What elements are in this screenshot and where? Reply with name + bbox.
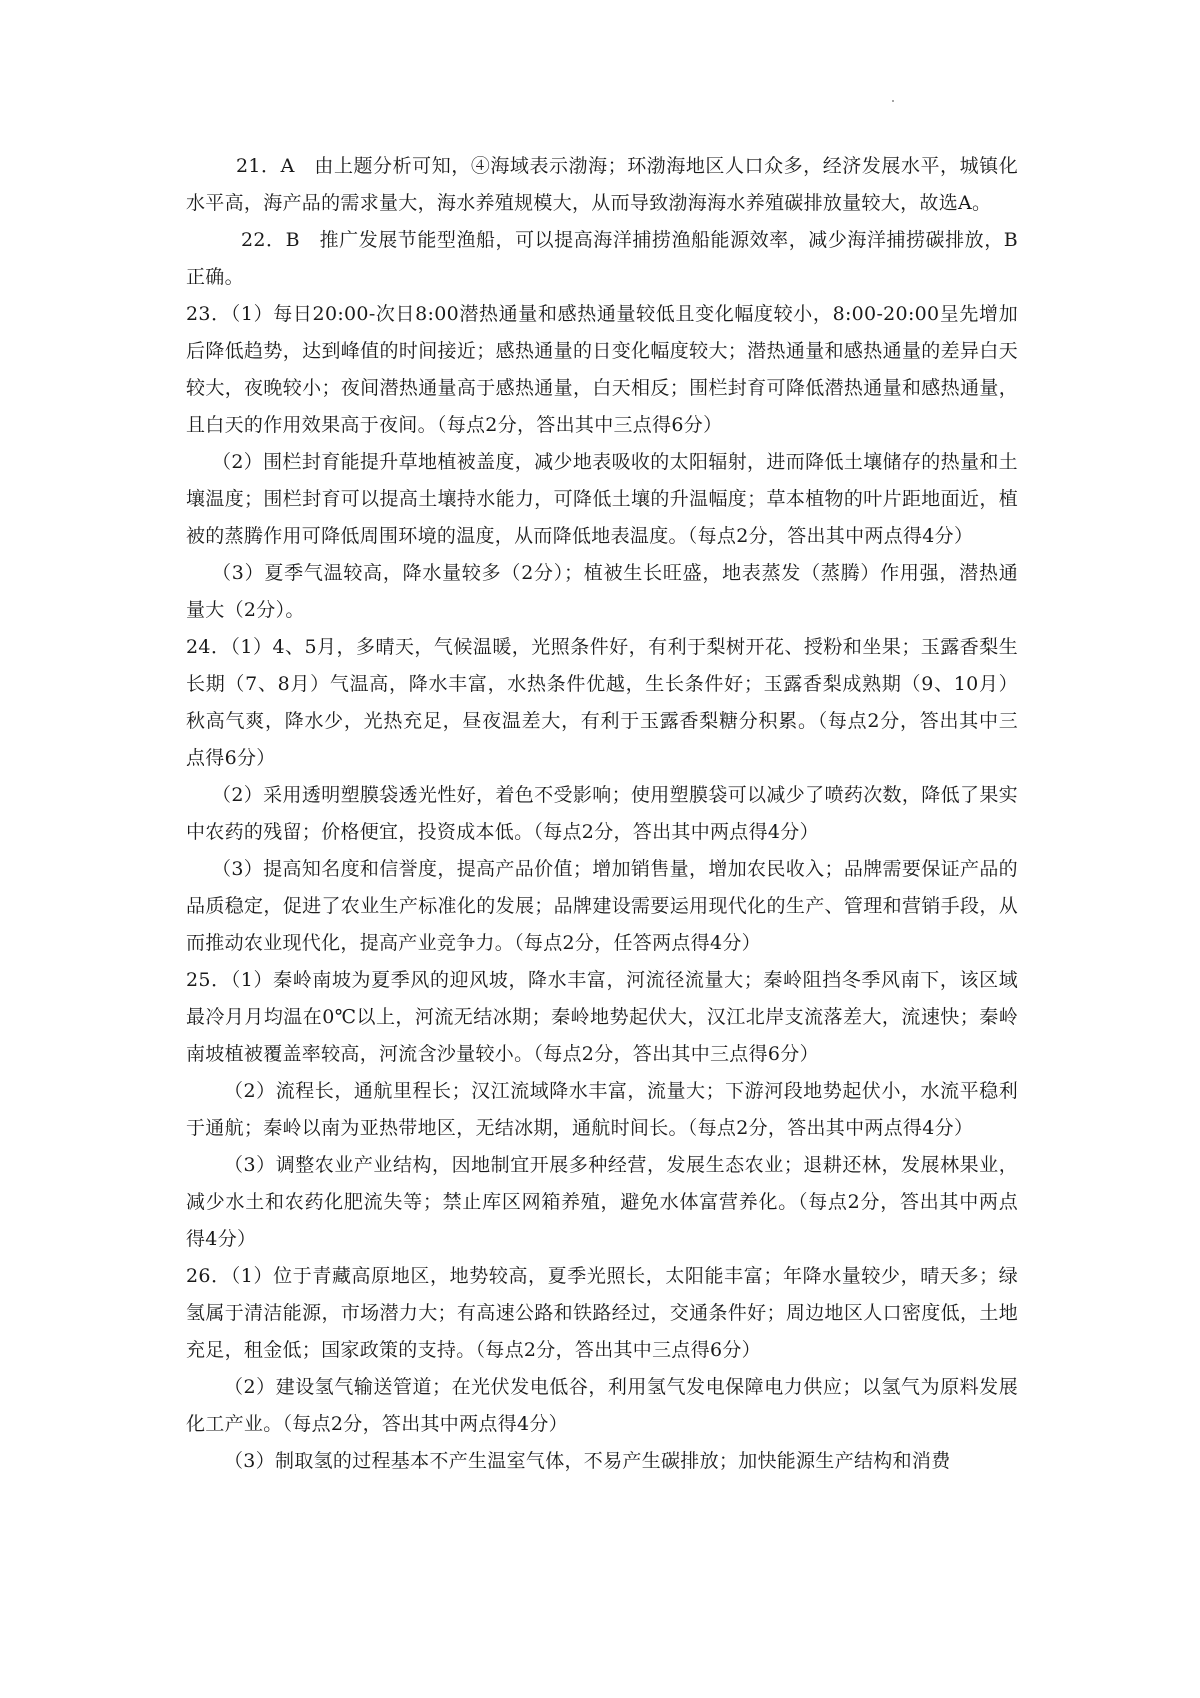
answer-26-1: 26．（1）位于青藏高原地区，地势较高，夏季光照长，太阳能丰富；年降水量较少，晴天多；绿氢属于清洁能源，市场潜力大；有高速公路和铁路经过，交通条件好；周边地区人口密度低，土地充足，租金低；国家政策的支持。（每点2分，答出其中三点得6分） (186, 1265, 1018, 1361)
answer-23-3: （3）夏季气温较高，降水量较多（2分）；植被生长旺盛，地表蒸发（蒸腾）作用强，潜热通量大（2分）。 (186, 562, 1018, 621)
answer-24-3: （3）提高知名度和信誉度，提高产品价值；增加销售量，增加农民收入；品牌需要保证产品的品质稳定，促进了农业生产标准化的发展；品牌建设需要运用现代化的生产、管理和营销手段，从而推动农业现代化，提高产业竞争力。（每点2分，任答两点得4分） (186, 858, 1018, 954)
answer-26-2: （2）建设氢气输送管道；在光伏发电低谷，利用氢气发电保障电力供应；以氢气为原料发展化工产业。（每点2分，答出其中两点得4分） (186, 1376, 1018, 1435)
answer-26-3: （3）制取氢的过程基本不产生温室气体，不易产生碳排放；加快能源生产结构和消费 (224, 1450, 951, 1472)
answer-23-2: （2）围栏封育能提升草地植被盖度，减少地表吸收的太阳辐射，进而降低土壤储存的热量和土壤温度；围栏封育可以提高土壤持水能力，可降低土壤的升温幅度；草本植物的叶片距地面近，植被的蒸腾作用可降低周围环境的温度，从而降低地表温度。（每点2分，答出其中两点得4分） (186, 451, 1018, 547)
answer-22: 22．B 推广发展节能型渔船，可以提高海洋捕捞渔船能源效率，减少海洋捕捞碳排放，B正确。 (186, 229, 1018, 288)
answer-25-3: （3）调整农业产业结构，因地制宜开展多种经营，发展生态农业；退耕还林，发展林果业，减少水土和农药化肥流失等；禁止库区网箱养殖，避免水体富营养化。（每点2分，答出其中两点得4分） (186, 1154, 1018, 1250)
answer-21: 21．A 由上题分析可知，④海域表示渤海；环渤海地区人口众多，经济发展水平，城镇化水平高，海产品的需求量大，海水养殖规模大，从而导致渤海海水养殖碳排放量较大，故选A。 (186, 155, 1018, 214)
answer-24-1: 24．（1）4、5月，多晴天，气候温暖，光照条件好，有利于梨树开花、授粉和坐果；玉露香梨生长期（7、8月）气温高，降水丰富，水热条件优越，生长条件好；玉露香梨成熟期（9、10月）秋高气爽，降水少，光热充足，昼夜温差大，有利于玉露香梨糖分积累。（每点2分，答出其中三点得6分） (186, 636, 1018, 769)
answer-25-1: 25．（1）秦岭南坡为夏季风的迎风坡，降水丰富，河流径流量大；秦岭阻挡冬季风南下，该区域最冷月月均温在0℃以上，河流无结冰期；秦岭地势起伏大，汉江北岸支流落差大，流速快；秦岭南坡植被覆盖率较高，河流含沙量较小。（每点2分，答出其中三点得6分） (186, 969, 1018, 1065)
scan-speck (892, 100, 894, 102)
answer-text (186, 148, 1018, 1480)
answer-23-1: 23．（1）每日20:00-次日8:00潜热通量和感热通量较低且变化幅度较小，8:00-20:00呈先增加后降低趋势，达到峰值的时间接近；感热通量的日变化幅度较大；潜热通量和感热通量的差异白天较大，夜晚较小；夜间潜热通量高于感热通量，白天相反；围栏封育可降低潜热通量和感热通量，且白天的作用效果高于夜间。（每点2分，答出其中三点得6分） (186, 303, 1018, 436)
answer-25-2: （2）流程长，通航里程长；汉江流域降水丰富，流量大；下游河段地势起伏小，水流平稳利于通航；秦岭以南为亚热带地区，无结冰期，通航时间长。（每点2分，答出其中两点得4分） (186, 1080, 1018, 1139)
answer-24-2: （2）采用透明塑膜袋透光性好，着色不受影响；使用塑膜袋可以减少了喷药次数，降低了果实中农药的残留；价格便宜，投资成本低。（每点2分，答出其中两点得4分） (186, 784, 1018, 843)
